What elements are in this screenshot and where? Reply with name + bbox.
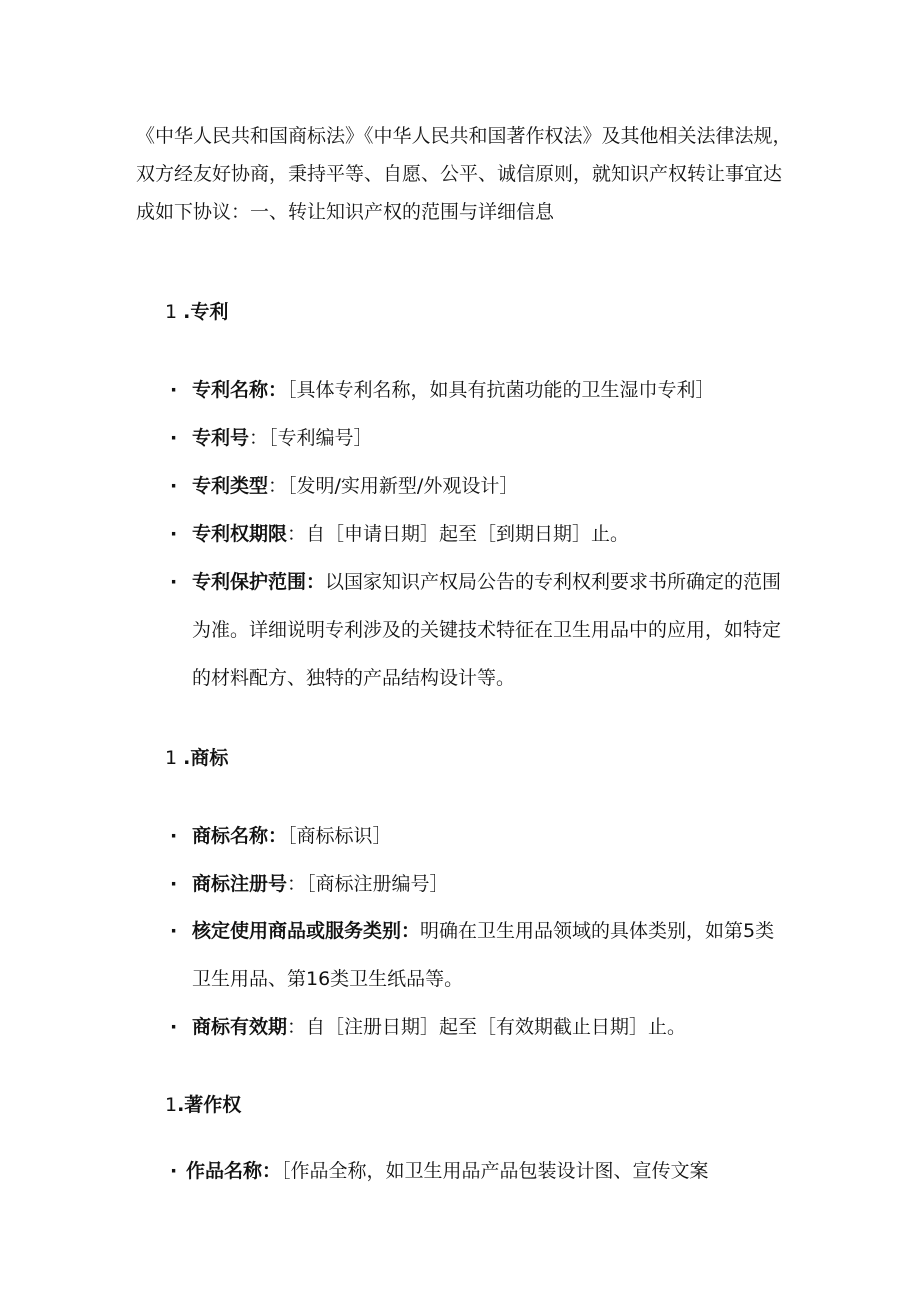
list-item-patent-name: [170, 373, 792, 407]
bullet-icon: ·: [170, 427, 178, 449]
item-text: ：［商标注册编号］: [287, 873, 449, 895]
list-item-patent-number: [170, 421, 792, 455]
intro-paragraph: 《中华人民共和国商标法》《中华人民共和国著作权法》及其他相关法律法规，双方经友好协商，秉持平等、自愿、公平、诚信原则，就知识产权转让事宜达成如下协议：一、转让知识产权的范围与详细信息: [136, 125, 792, 223]
list-item-trademark-validity: [170, 1010, 792, 1044]
bullet-icon: ·: [170, 873, 178, 895]
item-text: ：自［申请日期］起至［到期日期］止。: [287, 523, 630, 545]
bullet-icon: ·: [170, 825, 178, 847]
list-item-trademark-name: [170, 819, 792, 853]
section-heading-copyright: [165, 1091, 241, 1119]
bullet-icon: ·: [170, 1016, 178, 1038]
item-label: 专利类型: [192, 475, 269, 497]
item-text: ：自［注册日期］起至［有效期截止日期］止。: [287, 1016, 687, 1038]
section-heading-patent: [165, 298, 228, 326]
item-label: 专利保护范围：: [192, 571, 326, 593]
item-label: 核定使用商品或服务类别：: [192, 920, 421, 942]
item-text: ：［专利编号］: [249, 427, 373, 449]
list-item-trademark-class: [170, 907, 787, 1003]
list-item-patent-scope: [170, 558, 787, 702]
item-label: 专利权期限: [192, 523, 288, 545]
section-title: .专利: [183, 301, 229, 323]
bullet-icon: ·: [170, 523, 178, 545]
item-label: 商标名称：: [192, 825, 288, 847]
section-title: .著作权: [177, 1094, 242, 1116]
list-item-trademark-number: [170, 867, 792, 901]
item-label: 商标注册号: [192, 873, 288, 895]
section-title: .商标: [183, 747, 229, 769]
item-label: 作品名称：: [186, 1160, 282, 1182]
bullet-icon: ·: [170, 571, 178, 593]
bullet-icon: ·: [170, 1160, 178, 1182]
list-item-patent-type: [170, 469, 792, 503]
item-text: ［商标标识］: [287, 825, 392, 847]
list-item-patent-term: [170, 517, 792, 551]
bullet-icon: ·: [170, 379, 178, 401]
bullet-icon: ·: [170, 475, 178, 497]
item-text: ［作品全称，如卫生用品产品包装设计图、宣传文案: [281, 1160, 709, 1182]
item-label: 商标有效期: [192, 1016, 288, 1038]
list-item-work-name: [170, 1154, 786, 1188]
section-heading-trademark: [165, 744, 228, 772]
item-text: ：［发明/实用新型/外观设计］: [268, 475, 519, 497]
item-text: 明确在卫生用品领域的具体类别，如第5类卫生用品、第16类卫生纸品等。: [192, 920, 775, 990]
section-number: 1: [165, 747, 178, 769]
item-text: ［具体专利名称，如具有抗菌功能的卫生湿巾专利］: [287, 379, 715, 401]
bullet-icon: ·: [170, 920, 178, 942]
section-number: 1: [165, 301, 178, 323]
item-label: 专利名称：: [192, 379, 288, 401]
item-text: 以国家知识产权局公告的专利权利要求书所确定的范围为准。详细说明专利涉及的关键技术特征在卫生用品中的应用，如特定的材料配方、独特的产品结构设计等。: [192, 571, 782, 689]
item-label: 专利号: [192, 427, 250, 449]
section-number: 1: [165, 1094, 178, 1116]
